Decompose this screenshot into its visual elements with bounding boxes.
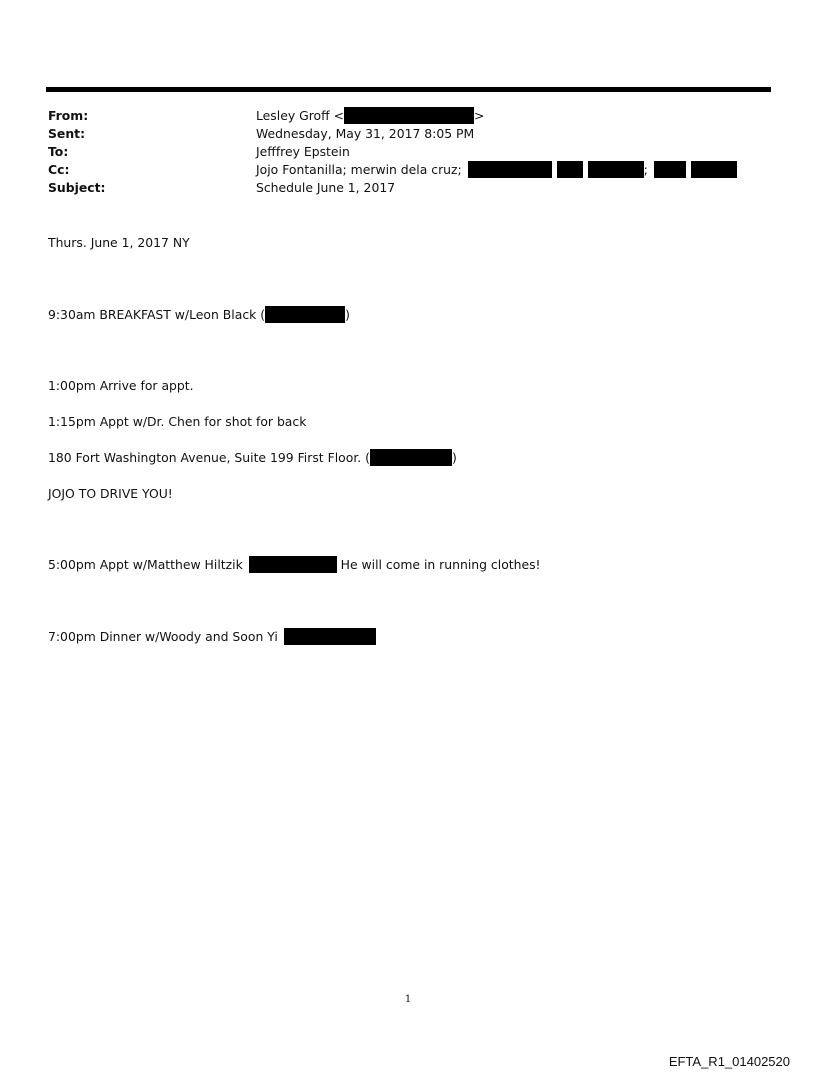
cc-separator: ; bbox=[643, 162, 648, 177]
from-label: From: bbox=[48, 108, 89, 123]
redaction-breakfast-phone bbox=[265, 306, 345, 323]
arrive-line: 1:00pm Arrive for appt. bbox=[48, 378, 194, 393]
subject-value: Schedule June 1, 2017 bbox=[256, 180, 396, 195]
address-close: ) bbox=[452, 450, 457, 465]
hiltzik-text: 5:00pm Appt w/Matthew Hiltzik bbox=[48, 557, 243, 572]
sender-name: Lesley Groff < bbox=[256, 108, 344, 123]
redaction-cc-5 bbox=[691, 161, 737, 178]
page-number: 1 bbox=[404, 994, 412, 1005]
redaction-cc-3 bbox=[588, 161, 644, 178]
date-line: Thurs. June 1, 2017 NY bbox=[48, 235, 190, 250]
address-line bbox=[48, 449, 457, 467]
redaction-cc-2 bbox=[557, 161, 583, 178]
sent-label: Sent: bbox=[48, 126, 86, 141]
hiltzik-line bbox=[48, 556, 541, 574]
cc-names: Jojo Fontanilla; merwin dela cruz; bbox=[256, 162, 462, 177]
redaction-address-phone bbox=[370, 449, 452, 466]
from-end: > bbox=[473, 108, 485, 123]
redaction-cc-4 bbox=[654, 161, 686, 178]
bates-number: EFTA_R1_01402520 bbox=[668, 1054, 790, 1069]
chen-appt-line: 1:15pm Appt w/Dr. Chen for shot for back bbox=[48, 414, 307, 429]
to-value: Jefffrey Epstein bbox=[256, 144, 350, 159]
hiltzik-after: He will come in running clothes! bbox=[336, 557, 541, 572]
drive-line: JOJO TO DRIVE YOU! bbox=[48, 486, 173, 501]
address-text: 180 Fort Washington Avenue, Suite 199 First Floor. ( bbox=[48, 450, 370, 465]
sent-value: Wednesday, May 31, 2017 8:05 PM bbox=[256, 126, 475, 141]
dinner-line bbox=[48, 628, 376, 646]
header-rule bbox=[46, 87, 771, 92]
redaction-cc-1 bbox=[468, 161, 552, 178]
redaction-sender-email bbox=[344, 107, 474, 124]
dinner-text: 7:00pm Dinner w/Woody and Soon Yi bbox=[48, 629, 278, 644]
breakfast-line bbox=[48, 306, 350, 324]
redaction-dinner-phone bbox=[284, 628, 376, 645]
to-label: To: bbox=[48, 144, 69, 159]
cc-label: Cc: bbox=[48, 162, 70, 177]
breakfast-close: ) bbox=[345, 307, 350, 322]
breakfast-text: 9:30am BREAKFAST w/Leon Black ( bbox=[48, 307, 266, 322]
subject-label: Subject: bbox=[48, 180, 106, 195]
redaction-hiltzik-phone bbox=[249, 556, 337, 573]
cc-value bbox=[256, 161, 737, 179]
from-value bbox=[256, 107, 484, 125]
